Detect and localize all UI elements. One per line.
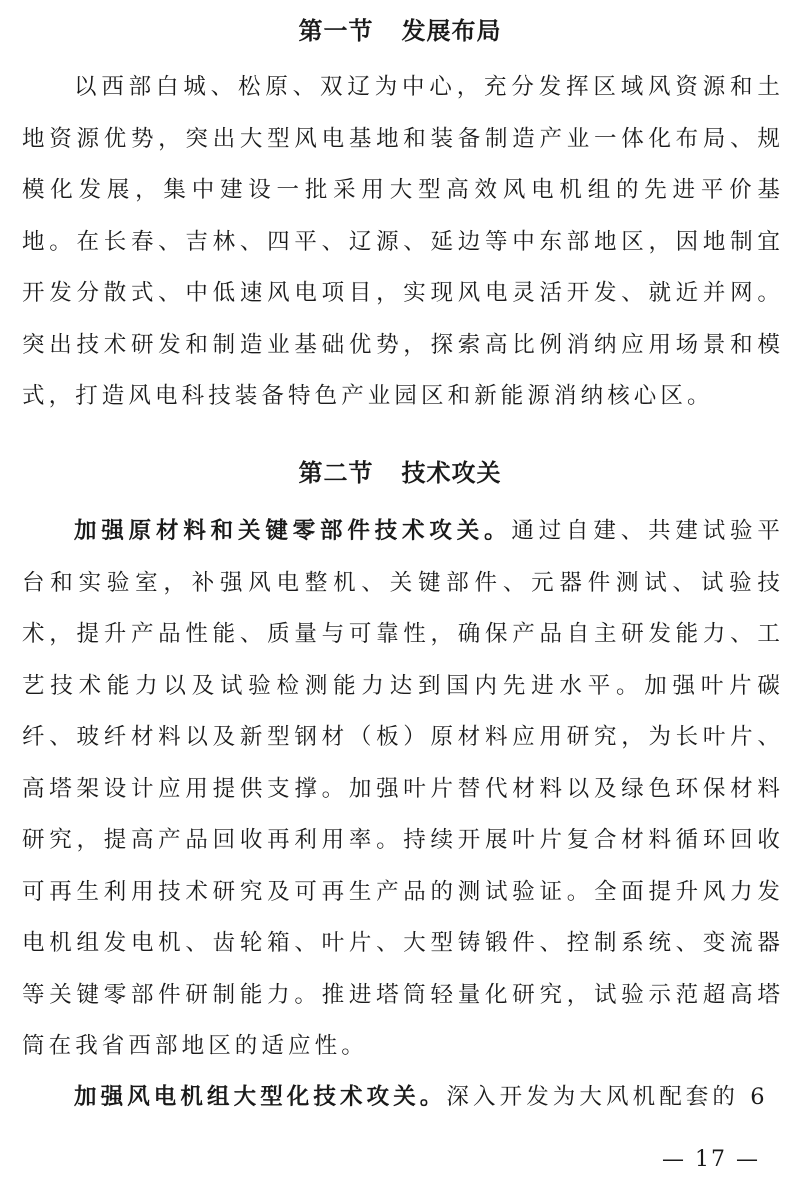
section-heading-1: [0, 16, 800, 46]
paragraph-body: 通过自建、共建试验平台和实验室，补强风电整机、关键部件、元器件测试、试验技术，提升产品性能、质量与可靠性，确保产品自主研发能力、工艺技术能力以及试验检测能力达到国内先进水平。加强叶片碳纤、玻纤材料以及新型钢材（板）原材料应用研究，为长叶片、高塔架设计应用提供支撑。加强叶片替代材料以及绿色环保材料研究，提高产品回收再利用率。持续开展叶片复合材料循环回收可再生利用技术研究及可再生产品的测试验证。全面提升风力发电机组发电机、齿轮箱、叶片、大型铸锻件、控制系统、变流器等关键零部件研制能力。推进塔筒轻量化研究，试验示范超高塔筒在我省西部地区的适应性。: [22, 518, 784, 1059]
section-heading-2: [0, 458, 800, 488]
body-paragraph: [22, 1072, 784, 1124]
paragraph-lead: 加强原材料和关键零部件技术攻关。: [74, 518, 512, 544]
section-title: 发展布局: [401, 17, 502, 45]
body-paragraph: [22, 506, 784, 1073]
section-title: 技术攻关: [401, 459, 502, 487]
page-number: — 17 —: [662, 1147, 760, 1172]
section-number: 第一节: [298, 17, 374, 45]
body-paragraph: 以西部白城、松原、双辽为中心，充分发挥区域风资源和土地资源优势，突出大型风电基地和装备制造产业一体化布局、规模化发展，集中建设一批采用大型高效风电机组的先进平价基地。在长春、吉林、四平、辽源、延边等中东部地区，因地制宜开发分散式、中低速风电项目，实现风电灵活开发、就近并网。突出技术研发和制造业基础优势，探索高比例消纳应用场景和模式，打造风电科技装备特色产业园区和新能源消纳核心区。: [22, 74, 784, 409]
paragraph-body: 深入开发为大风机配套的 6: [446, 1084, 769, 1110]
paragraph-lead: 加强风电机组大型化技术攻关。: [74, 1084, 447, 1110]
section-number: 第二节: [298, 459, 374, 487]
